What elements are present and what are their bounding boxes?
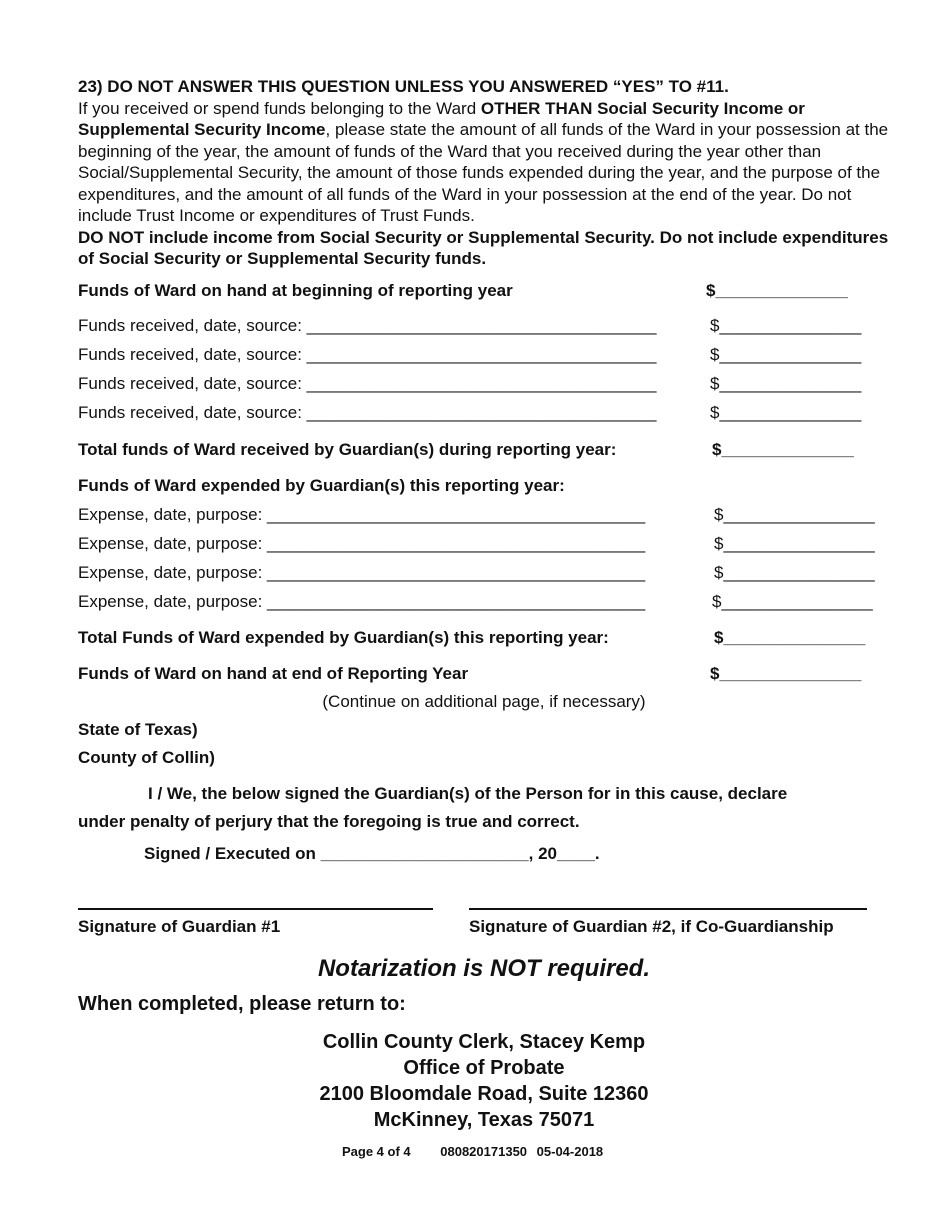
expense-row-2[interactable]: Expense, date, purpose: ________________________________________ (78, 534, 646, 553)
footer-date: 05-04-2018 (536, 1144, 604, 1159)
received-row-2[interactable]: Funds received, date, source: _____________________________________ (78, 345, 657, 364)
return-line-2: Office of Probate (403, 1057, 565, 1079)
signature-line-guardian-1[interactable] (78, 908, 433, 910)
question-heading: 23) DO NOT ANSWER THIS QUESTION UNLESS YOU ANSWERED “YES” TO #11. (78, 77, 729, 96)
question-text-2: , please state the amount of all funds of the Ward in your possession at the beginning of the year, the amount of funds of the Ward that you received during the year other than Social/Supplemental Security, the amount of those funds expended during the year, and the purpose of the expenditures, and the amount of all funds of the Ward in your possession at the end of the year. Do not include Trust Income or expenditures of Trust Funds. (78, 120, 889, 225)
question-bold-2: DO NOT include income from Social Security or Supplemental Security. Do not include expenditures of Social Security or Supplemental Security funds. (78, 227, 889, 268)
declaration-line-1: I / We, the below signed the Guardian(s) of the Person for in this cause, declare (148, 784, 788, 803)
received-row-3[interactable]: Funds received, date, source: _____________________________________ (78, 374, 657, 393)
expense-amount-2[interactable]: $________________ (714, 534, 875, 553)
expense-row-1[interactable]: Expense, date, purpose: ________________________________________ (78, 505, 646, 524)
question-body (78, 98, 890, 227)
received-amount-1[interactable]: $_______________ (710, 316, 862, 335)
signature-line-guardian-2[interactable] (469, 908, 867, 910)
beginning-funds-label: Funds of Ward on hand at beginning of reporting year (78, 281, 513, 300)
signature-label-guardian-1: Signature of Guardian #1 (78, 917, 281, 936)
received-row-1[interactable]: Funds received, date, source: _____________________________________ (78, 316, 657, 335)
received-row-4[interactable]: Funds received, date, source: _____________________________________ (78, 403, 657, 422)
expense-amount-3[interactable]: $________________ (714, 563, 875, 582)
received-amount-4[interactable]: $_______________ (710, 403, 862, 422)
question-text-1: If you received or spend funds belonging to the Ward (78, 98, 481, 118)
total-received-label: Total funds of Ward received by Guardian(s) during reporting year: (78, 440, 617, 459)
return-line-1: Collin County Clerk, Stacey Kemp (322, 1031, 646, 1053)
return-address (78, 1029, 890, 1133)
footer (342, 1144, 603, 1159)
expended-heading: Funds of Ward expended by Guardian(s) this reporting year: (78, 476, 565, 495)
total-received-amount[interactable]: $______________ (712, 440, 854, 459)
return-line-3: 2100 Bloomdale Road, Suite 12360 (319, 1083, 649, 1105)
return-heading: When completed, please return to: (78, 993, 406, 1015)
footer-form-number: 080820171350 (440, 1144, 528, 1159)
signed-executed-on[interactable]: Signed / Executed on ______________________, 20____. (144, 844, 600, 863)
expense-row-3[interactable]: Expense, date, purpose: ________________________________________ (78, 563, 646, 582)
return-line-4: McKinney, Texas 75071 (373, 1109, 595, 1131)
footer-page: Page 4 of 4 (342, 1144, 411, 1159)
expense-amount-4[interactable]: $________________ (712, 592, 873, 611)
expense-amount-1[interactable]: $________________ (714, 505, 875, 524)
total-expended-label: Total Funds of Ward expended by Guardian(s) this reporting year: (78, 628, 609, 647)
end-funds-label: Funds of Ward on hand at end of Reporting Year (78, 664, 469, 683)
received-amount-3[interactable]: $_______________ (710, 374, 862, 393)
question-23 (78, 76, 890, 270)
venue-state: State of Texas) (78, 720, 198, 739)
signature-label-guardian-2: Signature of Guardian #2, if Co-Guardianship (469, 917, 834, 936)
expense-row-4[interactable]: Expense, date, purpose: ________________________________________ (78, 592, 646, 611)
received-amount-2[interactable]: $_______________ (710, 345, 862, 364)
beginning-funds-amount[interactable]: $______________ (706, 281, 848, 300)
declaration-line-2: under penalty of perjury that the foregoing is true and correct. (78, 812, 580, 831)
question-bold-1: OTHER THAN Social Security Income or Supplemental Security Income (78, 98, 805, 139)
end-funds-amount[interactable]: $_______________ (710, 664, 862, 683)
venue-county: County of Collin) (78, 748, 215, 767)
total-expended-amount[interactable]: $_______________ (714, 628, 866, 647)
continue-note: (Continue on additional page, if necessary) (322, 692, 646, 711)
notarization-notice: Notarization is NOT required. (317, 955, 651, 982)
